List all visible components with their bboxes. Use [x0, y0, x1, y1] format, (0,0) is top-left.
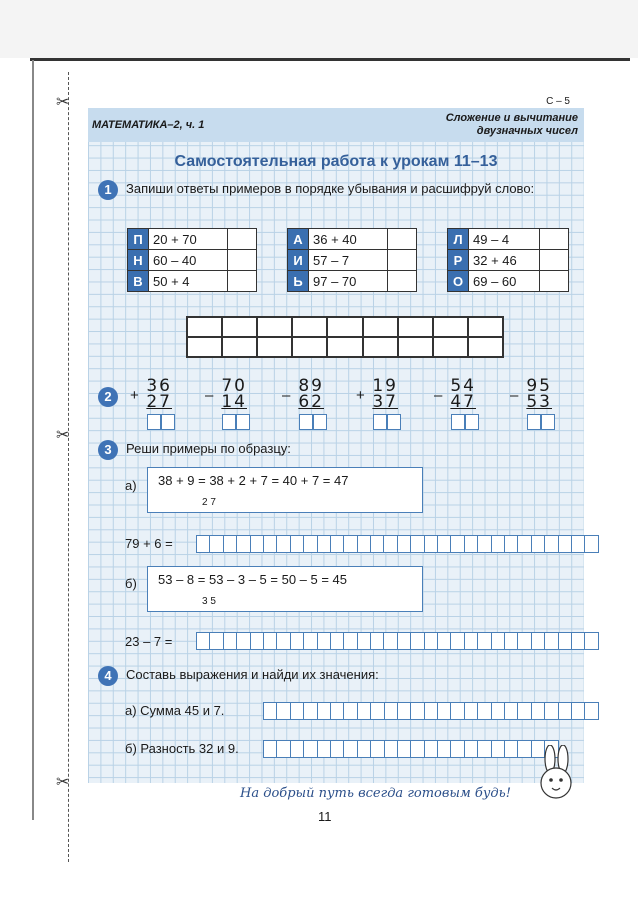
column-example [292, 378, 324, 410]
bottom-number: 47 [450, 392, 476, 412]
cipher-expression: 20 + 70 [149, 229, 228, 250]
top-number: 89 [298, 376, 324, 396]
task3-a-problem: 79 + 6 = [125, 536, 173, 551]
column-example [366, 378, 398, 410]
cipher-letter: В [128, 271, 149, 292]
task3-a-label: а) [125, 478, 137, 493]
cipher-expression: 57 – 7 [309, 250, 388, 271]
answer-cells-a[interactable] [196, 535, 598, 553]
answer-cell[interactable] [540, 271, 569, 292]
column-example [140, 378, 172, 410]
scissors-icon: ✂ [56, 774, 70, 791]
answer-cell[interactable] [388, 250, 417, 271]
bottom-number: 27 [146, 392, 172, 412]
bottom-number: 37 [372, 392, 398, 412]
answer-cell[interactable] [228, 271, 257, 292]
answer-cell[interactable] [388, 229, 417, 250]
operation-sign: – [434, 387, 443, 404]
column-answer[interactable] [451, 414, 479, 430]
cipher-expression: 60 – 40 [149, 250, 228, 271]
answer-cell[interactable] [388, 271, 417, 292]
number-split-b: 3 5 [202, 596, 216, 607]
sample-expression-b: 53 – 8 = 53 – 3 – 5 = 50 – 5 = 45 [158, 572, 348, 587]
cipher-expression: 49 – 4 [469, 229, 540, 250]
bottom-number: 14 [221, 392, 247, 412]
top-number: 19 [372, 376, 398, 396]
column-answer[interactable] [222, 414, 250, 430]
answer-cell[interactable] [228, 250, 257, 271]
cipher-expression: 36 + 40 [309, 229, 388, 250]
task3-b-label: б) [125, 576, 137, 591]
bunny-illustration [530, 745, 582, 803]
cut-line [68, 72, 69, 862]
scissors-icon: ✂ [56, 427, 70, 444]
cipher-letter: Л [448, 229, 469, 250]
operation-sign: – [205, 387, 214, 404]
bottom-number: 62 [298, 392, 324, 412]
task4-b-text: б) Разность 32 и 9. [125, 741, 239, 756]
sample-expression-a: 38 + 9 = 38 + 2 + 7 = 40 + 7 = 47 [158, 473, 349, 488]
operation-sign: + [356, 387, 365, 404]
number-split-a: 2 7 [202, 497, 216, 508]
footer-motto: На добрый путь всегда готовым будь! [240, 786, 511, 801]
cipher-expression: 97 – 70 [309, 271, 388, 292]
subject-label: МАТЕМАТИКА–2, ч. 1 [92, 119, 205, 131]
cipher-letter: А [288, 229, 309, 250]
task-number-3: 3 [98, 440, 118, 460]
operation-sign: – [282, 387, 291, 404]
page-left-edge [32, 60, 34, 820]
cipher-letter: О [448, 271, 469, 292]
cipher-letter: Р [448, 250, 469, 271]
column-answer[interactable] [527, 414, 555, 430]
answer-cells-b[interactable] [196, 632, 598, 650]
column-answer[interactable] [373, 414, 401, 430]
scan-top-area [0, 0, 638, 58]
task3-text: Реши примеры по образцу: [126, 441, 291, 456]
topic-line-2: двузначных чисел [476, 125, 578, 137]
cipher-letter: И [288, 250, 309, 271]
task1-text: Запиши ответы примеров в порядке убывания и расшифруй слово: [126, 181, 535, 196]
task-number-4: 4 [98, 666, 118, 686]
cipher-expression: 50 + 4 [149, 271, 228, 292]
sheet-code: С – 5 [546, 96, 570, 107]
answer-cell[interactable] [540, 229, 569, 250]
cipher-letter: Н [128, 250, 149, 271]
top-number: 70 [221, 376, 247, 396]
task-number-1: 1 [98, 180, 118, 200]
task4-a-text: а) Сумма 45 и 7. [125, 703, 225, 718]
page-top-edge [30, 58, 630, 61]
task4-text: Составь выражения и найди их значения: [126, 667, 379, 682]
answer-cell[interactable] [228, 229, 257, 250]
cipher-table-1 [127, 228, 257, 292]
cipher-expression: 32 + 46 [469, 250, 540, 271]
page-number: 11 [318, 809, 332, 824]
answer-cell[interactable] [540, 250, 569, 271]
sample-box-b [147, 566, 423, 612]
column-example [520, 378, 552, 410]
bottom-number: 53 [526, 392, 552, 412]
operation-sign: – [510, 387, 519, 404]
column-example [444, 378, 476, 410]
answer-cells-4b[interactable] [263, 740, 558, 758]
cipher-letter: П [128, 229, 149, 250]
column-answer[interactable] [299, 414, 327, 430]
operation-sign: + [130, 387, 139, 404]
topic-label [446, 112, 578, 138]
top-number: 36 [146, 376, 172, 396]
page-title: Самостоятельная работа к урокам 11–13 [174, 153, 498, 170]
task-number-2: 2 [98, 387, 118, 407]
cipher-table-3 [447, 228, 569, 292]
column-answer[interactable] [147, 414, 175, 430]
top-number: 54 [450, 376, 476, 396]
top-number: 95 [526, 376, 552, 396]
cipher-table-2 [287, 228, 417, 292]
scissors-icon: ✂ [56, 94, 70, 111]
topic-line-1: Сложение и вычитание [445, 112, 578, 124]
decode-grid[interactable] [186, 316, 504, 358]
sample-box-a [147, 467, 423, 513]
cipher-expression: 69 – 60 [469, 271, 540, 292]
task3-b-problem: 23 – 7 = [125, 634, 173, 649]
cipher-letter: Ь [288, 271, 309, 292]
column-example [215, 378, 247, 410]
answer-cells-4a[interactable] [263, 702, 598, 720]
